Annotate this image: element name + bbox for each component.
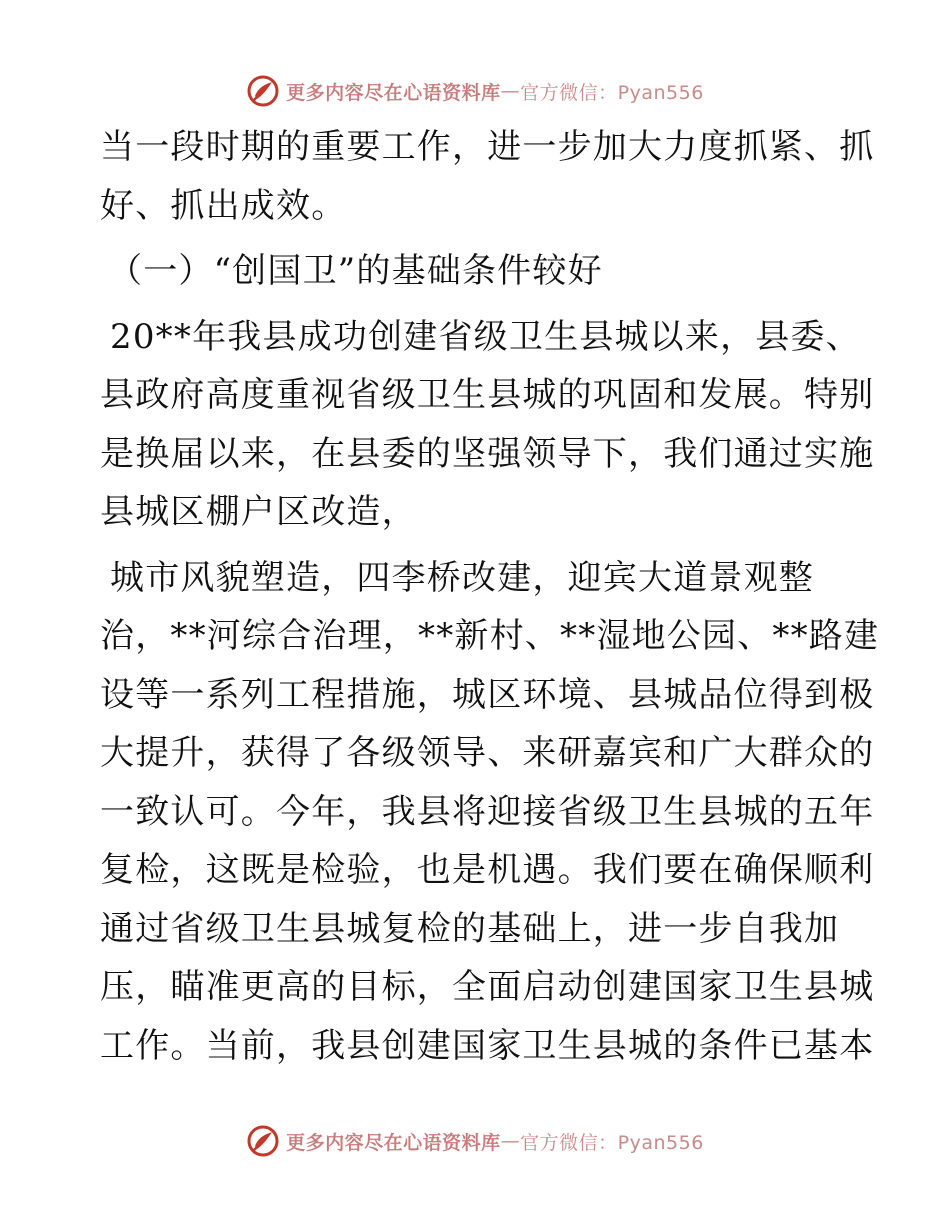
header-watermark — [0, 71, 950, 111]
body-line: 复检，这既是检验，也是机遇。我们要在确保顺利 — [100, 850, 875, 890]
body-line: 县城区棚户区改造， — [100, 492, 417, 532]
body-line: 好、抓出成效。 — [100, 185, 347, 226]
watermark-sub-text: 官方微信：Pyan556 — [520, 1131, 704, 1154]
body-line: 县政府高度重视省级卫生县城的巩固和发展。特别 — [100, 375, 875, 415]
footer-watermark — [0, 1121, 950, 1161]
body-line: 设等一系列工程措施，城区环境、县城品位得到极 — [100, 674, 875, 715]
section-heading: （一）“创国卫”的基础条件较好 — [108, 251, 603, 291]
logo-icon — [246, 74, 280, 108]
body-line: 城市风貌塑造，四李桥改建，迎宾大道景观整 — [110, 557, 814, 598]
document-body — [100, 118, 880, 1075]
body-line: 是换届以来，在县委的坚强领导下，我们通过实施 — [100, 433, 875, 474]
body-line: 当一段时期的重要工作，进一步加大力度抓紧、抓 — [100, 127, 875, 167]
body-line: 治，**河综合治理，**新村、**湿地公园、**路建 — [100, 616, 880, 656]
watermark-separator: — — [500, 80, 521, 102]
watermark-sub-text: 官方微信：Pyan556 — [520, 81, 704, 104]
body-line: 大提升，获得了各级领导、来研嘉宾和广大群众的 — [100, 733, 875, 773]
body-line: 20**年我县成功创建省级卫生县城以来，县委、 — [110, 316, 861, 357]
body-line: 工作。当前，我县创建国家卫生县城的条件已基本 — [100, 1025, 875, 1066]
body-line: 一致认可。今年，我县将迎接省级卫生县城的五年 — [100, 791, 875, 832]
body-line: 压，瞄准更高的目标，全面启动创建国家卫生县城 — [100, 967, 875, 1007]
watermark-main-text: 更多内容尽在心语资料库 — [286, 81, 501, 104]
watermark-separator: — — [500, 1130, 521, 1152]
body-line: 通过省级卫生县城复检的基础上，进一步自我加 — [100, 908, 840, 949]
logo-icon — [246, 1124, 280, 1158]
watermark-main-text: 更多内容尽在心语资料库 — [286, 1131, 501, 1154]
